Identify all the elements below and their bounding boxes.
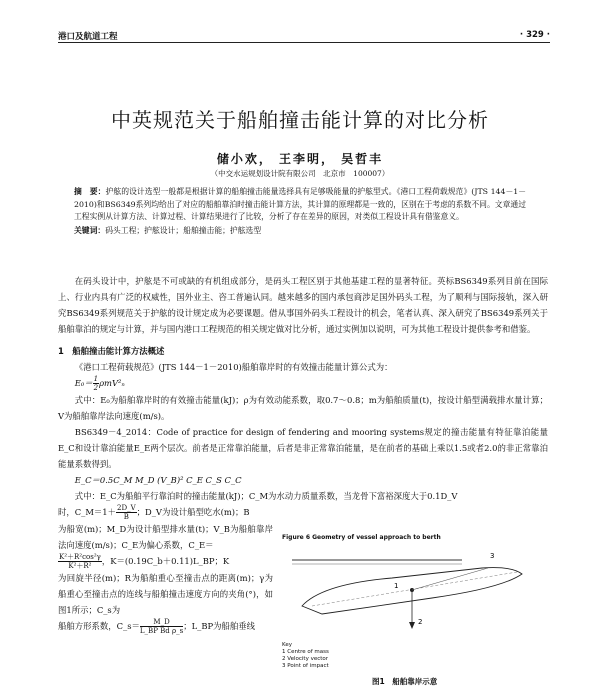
page-number: · 329 · xyxy=(519,30,550,40)
cs-denominator: L_BP Bd ρ_s xyxy=(139,627,184,635)
journal-name: 港口及航道工程 xyxy=(58,32,118,42)
figure-title: Figure 6 Geometry of vessel approach to berth xyxy=(282,534,441,541)
authors: 储小欢， 王李明， 吴哲丰 xyxy=(216,152,384,166)
abstract-label: 摘 要： xyxy=(74,187,106,196)
equation-1 xyxy=(58,375,548,392)
paragraph-1: 《港口工程荷载规范》(JTS 144－1－2010)船舶靠岸时的有效撞击能量计算公式为： xyxy=(74,362,393,372)
key-item: 3 Point of impact xyxy=(282,663,329,669)
p8-pre: 船舶方形系数，C_s＝ xyxy=(58,621,140,631)
abstract xyxy=(74,186,526,237)
section-heading: 1 船舶撞击能计算方法概述 xyxy=(58,346,165,356)
cm-denominator: B xyxy=(123,513,129,521)
keywords-label: 关键词： xyxy=(74,225,106,235)
eq1-lhs: E₀＝ xyxy=(74,378,93,388)
abstract-paragraph xyxy=(74,186,526,224)
cs-numerator: M_D xyxy=(140,618,183,627)
callout-3: 3 xyxy=(490,552,495,560)
cs-fraction xyxy=(140,618,183,635)
affiliation: （中交水运规划设计院有限公司 北京市 100007） xyxy=(210,169,390,178)
paragraph-7: 为回旋半径(m)；R为船舶重心至撞击点的距离(m)；γ为船重心至撞击点的连线与船舶撞击速度方向的夹角(°)，如图1所示；C_s为 xyxy=(58,573,273,615)
page-header xyxy=(58,24,550,40)
cm-fraction xyxy=(116,504,137,521)
key-item: 1 Centre of mass xyxy=(282,649,329,655)
paper-title: 中英规范关于船舶撞击能计算的对比分析 xyxy=(111,108,489,132)
paragraph-2: 式中：E₀为船舶靠岸时的有效撞击能量(kJ)；ρ为有效动能系数，取0.7～0.8；m为船舶质量(t)，按设计船型满载排水量计算；V为船舶靠岸法向速度(m/s)。 xyxy=(58,395,548,421)
callout-1: 1 xyxy=(394,582,399,590)
p4b-post: ；D_V为设计船型吃水(m)；B xyxy=(136,507,250,517)
paragraph-4b xyxy=(58,504,273,521)
eq1-rhs: ρmV²ₙ xyxy=(99,378,125,388)
ce-numerator: K²＋R²cos²γ xyxy=(59,553,101,561)
figure-1 xyxy=(282,534,548,684)
p6-post: ，K＝(0.19C_b＋0.11)L_BP；K xyxy=(101,556,230,566)
vessel-approach-diagram xyxy=(282,544,548,640)
callout-2: 2 xyxy=(418,618,423,626)
eq1-denominator: 2 xyxy=(93,384,99,392)
ce-denominator: K²＋R² xyxy=(68,562,92,570)
p8-post: ；L_BP为船舶垂线 xyxy=(183,621,255,631)
velocity-arrowhead xyxy=(409,622,415,629)
equation-2: E_C＝0.5C_M M_D (V_B)² C_E C_S C_C xyxy=(74,475,242,485)
eq1-numerator: 1 xyxy=(93,375,99,383)
cm-numerator: 2D_V xyxy=(117,504,136,512)
paragraph-4: 式中：E_C为船舶平行靠泊时的撞击能量(kJ)；C_M为水动力质量系数，当龙骨下富裕深度大于0.1D_V xyxy=(74,491,458,501)
keywords-text: 码头工程；护舷设计；船舶撞击能；护舷选型 xyxy=(105,225,262,235)
paragraph-8 xyxy=(58,618,273,635)
key-item: 2 Velocity vector xyxy=(282,656,329,662)
header-rule xyxy=(58,42,550,43)
paragraph-5: 为船宽(m)；M_D为设计船型排水量(t)；V_B为船舶靠岸法向速度(m/s)；C_E为偏心系数，C_E＝ xyxy=(58,524,273,550)
paragraph-6 xyxy=(58,553,273,570)
abstract-text: 护舷的设计选型一般都是根据计算的船舶撞击能量选择具有足够吸能量的护舷型式。《港口工程荷载规范》(JTS 144－1－2010)和BS6349系列均给出了对应的船舶靠泊时撞击能计算方法，其计算的原理都是一致的，区别在于考虑的系数不同。文章通过工程实例从计算方法、计算过程、计算结果进行了比较，分析了存在差异的原因，对类似工程设计具有借鉴意义。 xyxy=(74,187,527,221)
paragraph-3: BS6349－4_2014：Code of practice for design of fendering and mooring systems规定的撞击能量有特征靠泊能量E_C和设计靠泊能量E_E两个层次。前者是正常靠泊能量，后者是非正常靠泊能量，是在前者的基础上乘以1.5或者2.0的非正常靠泊能量系数得到。 xyxy=(58,427,548,469)
intro-paragraph: 在码头设计中，护舷是不可或缺的有机组成部分，是码头工程区别于其他基建工程的显著特征。英标BS6349系列目前在国际上、行业内具有广泛的权威性，国外业主、咨工普遍认同。越来越多的国内承包商涉足国外码头工程，为了顺利与国际接轨，深入研究BS6349系列规范关于护舷的设计规定成为必要课题。借从事国外码头工程设计的机会，笔者认真、深入研究了BS6349系列关于船舶靠泊的规定与计算，并与国内港口工程规范的相关规定做对比分析，通过实例加以说明，可为其他工程设计提供参考和借鉴。 xyxy=(58,276,548,334)
keywords xyxy=(74,225,526,238)
ce-fraction xyxy=(58,553,102,570)
p4b-pre: 时，C_M＝1＋ xyxy=(58,507,116,517)
key-label: Key xyxy=(282,642,292,648)
figure-caption: 图1 船舶靠岸示意 xyxy=(372,677,438,686)
figure-key xyxy=(282,642,329,670)
